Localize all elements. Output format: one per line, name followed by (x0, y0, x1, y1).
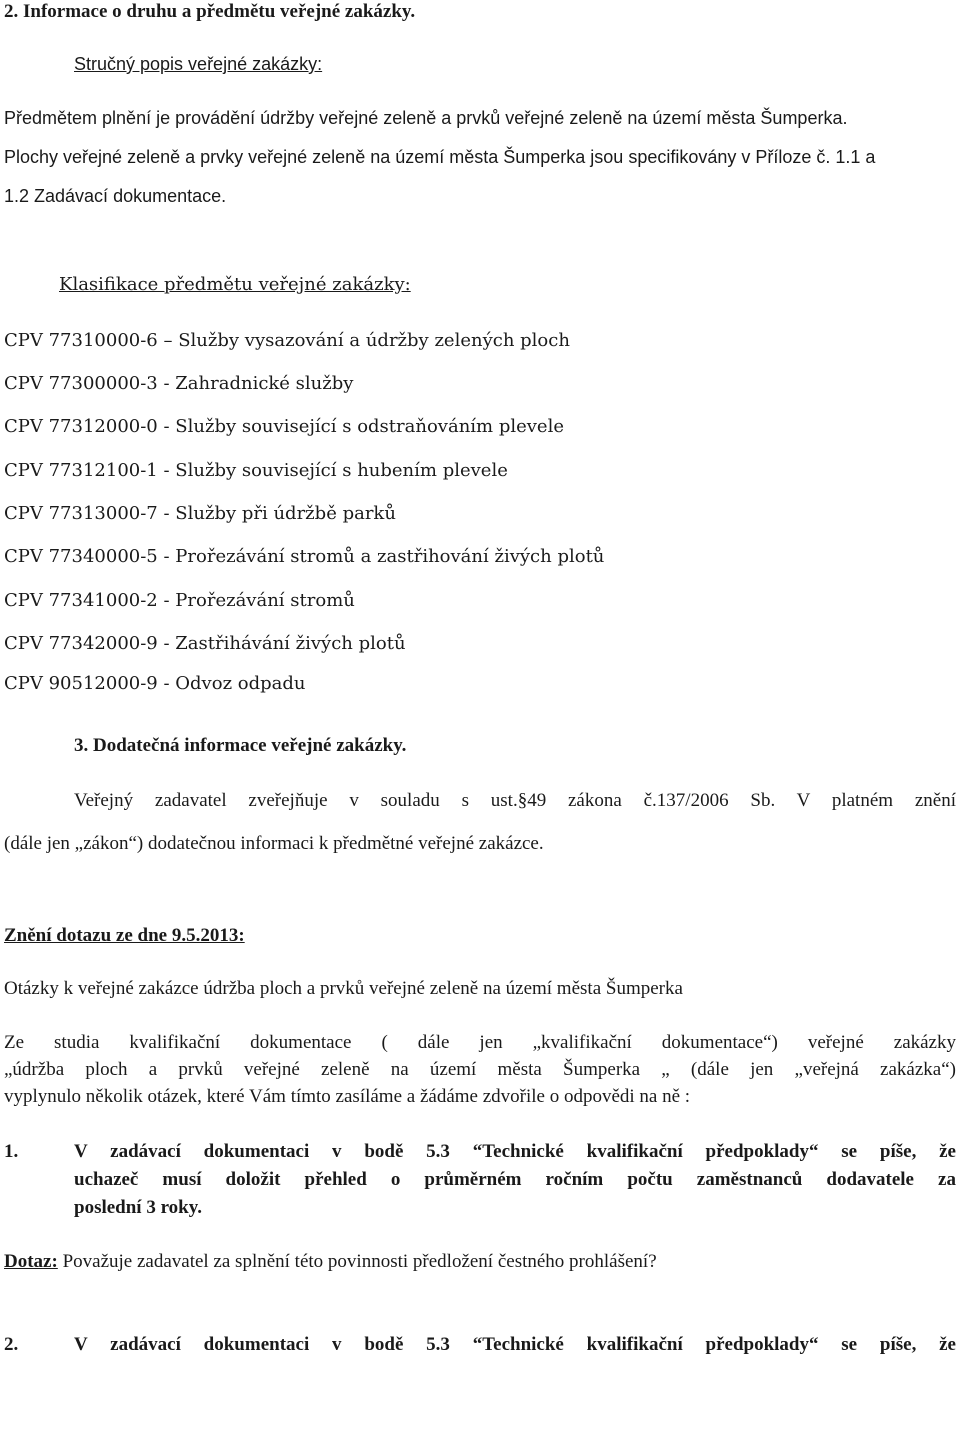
question-2-line-1: V zadávací dokumentaci v bodě 5.3 “Technické kvalifikační předpoklady“ se píše, že (74, 1334, 956, 1355)
description-line-1: Předmětem plnění je provádění údržby veřejné zeleně a prvků veřejné zeleně na území města Šumperka. (4, 108, 848, 128)
section-2-heading: 2. Informace o druhu a předmětu veřejné zakázky. (4, 1, 416, 22)
cpv-item: CPV 77310000-6 – Služby vysazování a údržby zelených ploch (4, 330, 570, 351)
cpv-item: CPV 77312100-1 - Služby související s hubením plevele (4, 460, 508, 481)
dotaz-label: Dotaz: (4, 1251, 58, 1272)
query-title: Znění dotazu ze dne 9.5.2013: (4, 925, 245, 946)
question-2-number: 2. (4, 1334, 19, 1355)
query-subject: Otázky k veřejné zakázce údržba ploch a prvků veřejné zeleně na území města Šumperka (4, 978, 683, 999)
question-1-line-2: uchazeč musí doložit přehled o průměrném ročním počtu zaměstnanců dodavatele za (74, 1169, 956, 1190)
cpv-item: CPV 77313000-7 - Služby při údržbě parků (4, 503, 396, 524)
section-3-intro-line-2: (dále jen „zákon“) dodatečnou informaci k předmětné veřejné zakázce. (4, 833, 544, 854)
cpv-item: CPV 77300000-3 - Zahradnické služby (4, 373, 354, 394)
dotaz-line (4, 1250, 657, 1274)
question-1-line-1: V zadávací dokumentaci v bodě 5.3 “Technické kvalifikační předpoklady“ se píše, že (74, 1141, 956, 1162)
query-paragraph-line-2: „údržba ploch a prvků veřejné zeleně na území města Šumperka „ (dále jen „veřejná zakázka“) (4, 1059, 956, 1080)
dotaz-text: Považuje zadavatel za splnění této povinnosti předložení čestného prohlášení? (57, 1251, 657, 1272)
query-paragraph-line-1: Ze studia kvalifikační dokumentace ( dále jen „kvalifikační dokumentace“) veřejné zakázky (4, 1032, 956, 1053)
classification-title: Klasifikace předmětu veřejné zakázky: (59, 274, 411, 295)
query-paragraph-line-3: vyplynulo několik otázek, které Vám tímto zasíláme a žádáme zdvořile o odpovědi na ně : (4, 1086, 691, 1107)
section-3-heading: 3. Dodatečná informace veřejné zakázky. (74, 735, 407, 756)
question-1-line-3: poslední 3 roky. (74, 1197, 202, 1218)
description-line-3: 1.2 Zadávací dokumentace. (4, 186, 227, 206)
cpv-item: CPV 77342000-9 - Zastřihávání živých plotů (4, 633, 406, 654)
cpv-item: CPV 77312000-0 - Služby související s odstraňováním plevele (4, 416, 564, 437)
cpv-item: CPV 77341000-2 - Prořezávání stromů (4, 590, 355, 611)
question-1-number: 1. (4, 1141, 19, 1162)
description-line-2: Plochy veřejné zeleně a prvky veřejné zeleně na území města Šumperka jsou specifikovány v Příloze č. 1.1 a (4, 147, 876, 167)
short-description-title: Stručný popis veřejné zakázky: (74, 54, 323, 74)
section-3-intro-line-1: Veřejný zadavatel zveřejňuje v souladu s ust.§49 zákona č.137/2006 Sb. V platném znění (74, 790, 956, 811)
cpv-item: CPV 90512000-9 - Odvoz odpadu (4, 673, 306, 694)
cpv-item: CPV 77340000-5 - Prořezávání stromů a zastřihování živých plotů (4, 546, 605, 567)
